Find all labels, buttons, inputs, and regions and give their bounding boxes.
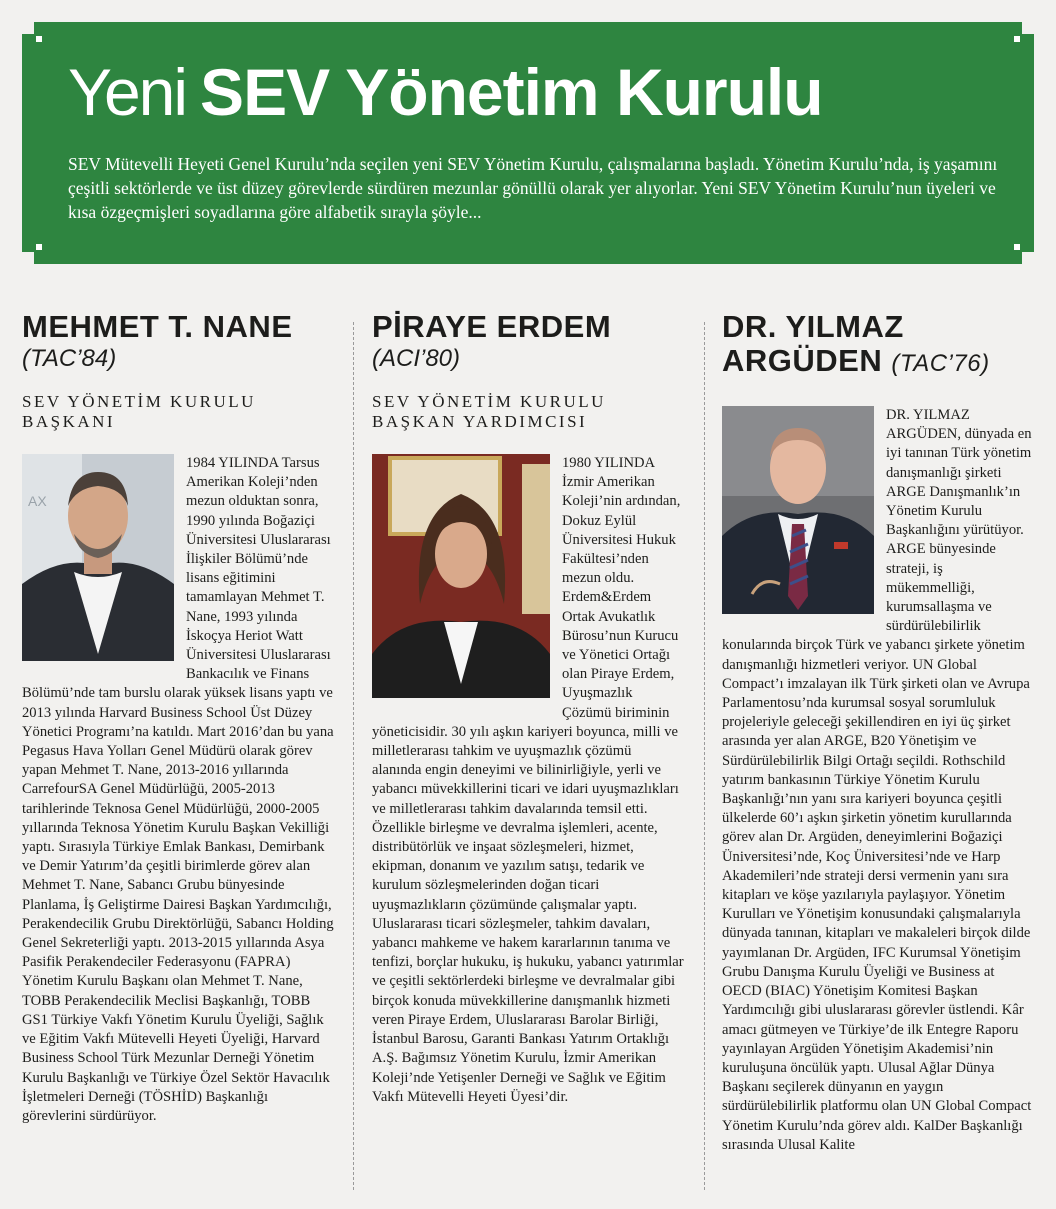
banner-corner-dot [1014, 36, 1020, 42]
member-name: PİRAYE ERDEM [372, 309, 612, 344]
member-class-year: (TAC’76) [891, 350, 990, 377]
banner-corner-notch [22, 252, 34, 264]
member-portrait [22, 454, 174, 661]
member-column-nane [22, 310, 334, 1126]
header-banner [22, 22, 1034, 264]
banner-corner-dot [36, 36, 42, 42]
member-portrait [372, 454, 550, 698]
member-role: SEV YÖNETİM KURULU BAŞKAN YARDIMCISI [372, 392, 606, 431]
member-name: DR. YILMAZ ARGÜDEN (TAC’76) [722, 309, 990, 378]
member-class-year: (ACI’80) [372, 345, 461, 372]
member-bio: 1980 YILINDA İzmir Amerikan Koleji’nin ardından, Dokuz Eylül Üniversitesi Hukuk Fakültesi’nden mezun oldu. Erdem&Erdem Ortak Avukatlık Bürosu’nun Kurucu ve Yönetici Ortağı olan Piraye Erdem, Uyuşmazlık Çözümü biriminin yöneticisidir. 30 yılı aşkın kariyeri boyunca, milli ve milletlerarası tahkim ve uyuşmazlık çözümü alanında engin deneyimi ve bilinirliğiyle, yerli ve yabancı müvekkillerini ticari ve idari uyuşmazlıkları ve milletlerarası tahkim davalarında temsil etti. Özellikle birleşme ve devralma işlemleri, acente, distribütörlük ve inşaat sözleşmeleri, hizmet, ekipman, donanım ve yazılım satışı, tedarik ve kurulum sözleşmelerinden doğan ticari uyuşmazlıkların çözümünde çalışmalar yaptı. Uluslararası ticari sözleşmeler, tahkim davaları, yabancı mahkeme ve hakem kararlarının tanıma ve tenfizi, borçlar hukuku, iş hukuku, yabancı yatırımlar ve çeşitli sektörlerdeki birleşme ve devralmalar gibi birçok konuda müvekkillerine danışmanlık hizmeti veren Piraye Erdem, Uluslararası Barolar Birliği, İstanbul Barosu, Garanti Bankası Yatırım Ortaklığı A.Ş. Bağımsız Yönetim Kurulu, İzmir Amerikan Koleji’nde Yetişenler Derneği ve Sağlık ve Eğitim Vakfı Mütevelli Heyeti Üyesi’dir. [372, 455, 684, 1105]
intro-paragraph: SEV Mütevelli Heyeti Genel Kurulu’nda seçilen yeni SEV Yönetim Kurulu, çalışmalarına başladı. Yönetim Kurulu’nda, iş yaşamını çeşitli sektörlerde ve üst düzey görevlerde sürdüren mezunlar gönüllü olarak yer alıyorlar. Yeni SEV Yönetim Kurulu’nun üyeleri ve kısa özgeçmişleri soyadlarına göre alfabetik sırayla şöyle... [68, 154, 998, 222]
banner-corner-notch [1022, 252, 1034, 264]
member-column-arguden [722, 310, 1034, 1155]
banner-corner-dot [36, 244, 42, 250]
banner-corner-dot [1014, 244, 1020, 250]
banner-corner-notch [22, 22, 34, 34]
member-portrait [722, 406, 874, 614]
member-role: SEV YÖNETİM KURULU BAŞKANI [22, 392, 256, 431]
member-column-erdem [372, 310, 684, 1107]
member-bio: 1984 YILINDA Tarsus Amerikan Koleji’nden mezun olduktan sonra, 1990 yılında Boğaziçi Üniversitesi Uluslararası İlişkiler Bölümü’nde lisans eğitimini tamamlayan Mehmet T. Nane, 1993 yılında İskoçya Heriot Watt Üniversitesi Uluslararası Bankacılık ve Finans Bölümü’nde tam burslu olarak yüksek lisans yaptı ve 2013 yılında Harvard Business School Üst Düzey Yönetici Programı’na katıldı. Mart 2016’dan bu yana Pegasus Hava Yolları Genel Müdürü olarak görev yapan Mehmet T. Nane, 2013-2016 yıllarında CarrefourSA Genel Müdürlüğü, 2005-2013 tarihlerinde Teknosa Genel Müdürlüğü, 2000-2005 yıllarında Teknosa Yönetim Kurulu Başkan Vekilliği yaptı. Sırasıyla Türkiye Emlak Bankası, Demirbank ve Demir Yatırım’da çeşitli birimlerde görev alan Mehmet T. Nane, Sabancı Grubu bünyesinde Planlama, İş Geliştirme Dairesi Başkan Yardımcılığı, Perakendecilik Grubu Direktörlüğü, Sabancı Holding Genel Sekreterliği yaptı. 2013-2015 yıllarında Asya Pasifik Perakendeciler Federasyonu (FAPRA) Yönetim Kurulu Başkanı olan Mehmet T. Nane, TOBB Perakendecilik Meclisi Başkanlığı, TOBB GS1 Türkiye Vakfı Yönetim Kurulu Üyeliği, Sağlık ve Eğitim Vakfı Mütevelli Heyeti Üyeliği, Harvard Business School Türk Mezunlar Derneği Yönetim Kurulu Başkanlığı ve Türkiye Özel Sektör Havacılık İşletmeleri Derneği (TÖSHİD) Başkanlığı görevlerini sürdürüyor. [22, 455, 334, 1124]
column-divider [704, 322, 705, 1190]
member-name: MEHMET T. NANE [22, 309, 293, 344]
page-title-light: Yeni [68, 55, 187, 129]
svg-text:AX: AX [28, 493, 47, 509]
member-class-year: (TAC’84) [22, 345, 117, 372]
page-title-bold: SEV Yönetim Kurulu [200, 55, 823, 129]
page-title [68, 52, 823, 132]
banner-corner-notch [1022, 22, 1034, 34]
column-divider [353, 322, 354, 1190]
member-bio: DR. YILMAZ ARGÜDEN, dünyada en iyi tanınan Türk yönetim danışmanlığı şirketi ARGE Danışmanlık’ın Yönetim Kurulu Başkanlığını yürütüyor. ARGE bünyesinde strateji, iş mükemmelliği, kurumsallaşma ve sürdürülebilirlik konularında birçok Türk ve yabancı şirkete yönetim danışmanlığı hizmetleri veriyor. UN Global Compact’ı imzalayan ilk Türk şirketi olan ve Avrupa Parlamentosu’nda kurumsal sosyal sorumluluk projeleriyle geleceği şekillendiren en iyi üç şirket arasında yer alan ARGE, B20 Yönetişim ve Sürdürülebilirlik Bilgi Ortağı seçildi. Rothschild yatırım bankasının Türkiye Yönetim Kurulu Başkanlığı’nın yanı sıra kariyeri boyunca çeşitli ülkelerde 60’ı aşkın şirketin yönetim kurullarında görev alan Dr. Argüden, deneyimlerini Boğaziçi Üniversitesi’nde, Koç Üniversitesi’nde ve Harp Akademileri’nde strateji dersi vermenin yanı sıra kitapları ve köşe yazılarıyla paylaşıyor. Yönetim Kurulları ve Yönetişim konusundaki çalışmalarıyla dünyada tanınan, kitapları ve makaleleri birçok dilde yayımlanan Dr. Argüden, IFC Kurumsal Yönetişim Grubu Danışma Kurulu Üyeliği ve Business at OECD (BIAC) Yönetişim Komitesi Başkan Yardımcılığı gibi uluslararası görevler üstlendi. Kâr amacı gütmeyen ve Türkiye’de ilk Entegre Raporu yayınlayan Argüden Yönetişim Akademisi’nin kuruluşuna öncülük yaptı. Ulusal Ağlar Dünya Başkanı seçilerek dünyanın en yaygın sürdürülebilirlik platformu olan UN Global Compact Yönetim Kurulu’nda görev aldı. KalDer Başkanlığı sırasında Ulusal Kalite [722, 407, 1032, 1153]
